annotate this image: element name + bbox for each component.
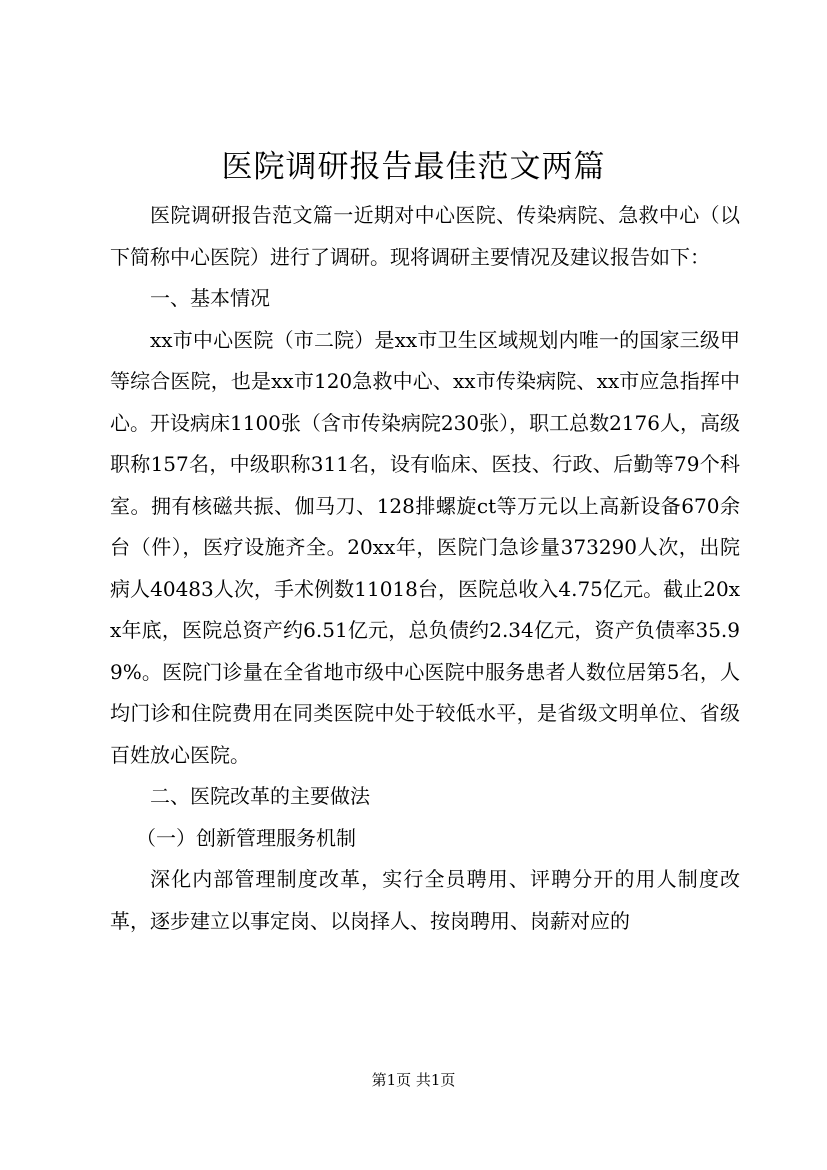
page-footer: 第1页 共1页 — [371, 1071, 456, 1089]
section-heading-basic-info: 一、基本情况 — [150, 286, 270, 310]
paragraph-intro: 医院调研报告范文篇一近期对中心医院、传染病院、急救中心（以下简称中心医院）进行了调研。现将调研主要情况及建议报告如下： — [110, 203, 740, 269]
paragraph-basic-info: xx市中心医院（市二院）是xx市卫生区域规划内唯一的国家三级甲等综合医院，也是xx市120急救中心、xx市传染病院、xx市应急指挥中心。开设病床1100张（含市传染病院230张），职工总数2176人，高级职称157名，中级职称311名，设有临床、医技、行政、后勤等79个科室。拥有核磁共振、伽马刀、128排螺旋ct等万元以上高新设备670余台（件），医疗设施齐全。20xx年，医院门急诊量373290人次，出院病人40483人次，手术例数11018台，医院总收入4.75亿元。截止20xx年底，医院总资产约6.51亿元，总负债约2.34亿元，资产负债率35.99%。医院门诊量在全省地市级中心医院中服务患者人数位居第5名，人均门诊和住院费用在同类医院中处于较低水平，是省级文明单位、省级百姓放心医院。 — [110, 327, 740, 767]
subsection-heading-management: （一）创新管理服务机制 — [136, 825, 356, 850]
paragraph-management: 深化内部管理制度改革，实行全员聘用、评聘分开的用人制度改革，逐步建立以事定岗、以岗择人、按岗聘用、岗薪对应的 — [110, 867, 740, 933]
document-title: 医院调研报告最佳范文两篇 — [221, 149, 606, 185]
document-body — [110, 195, 740, 942]
section-heading-reform: 二、医院改革的主要做法 — [150, 784, 370, 808]
